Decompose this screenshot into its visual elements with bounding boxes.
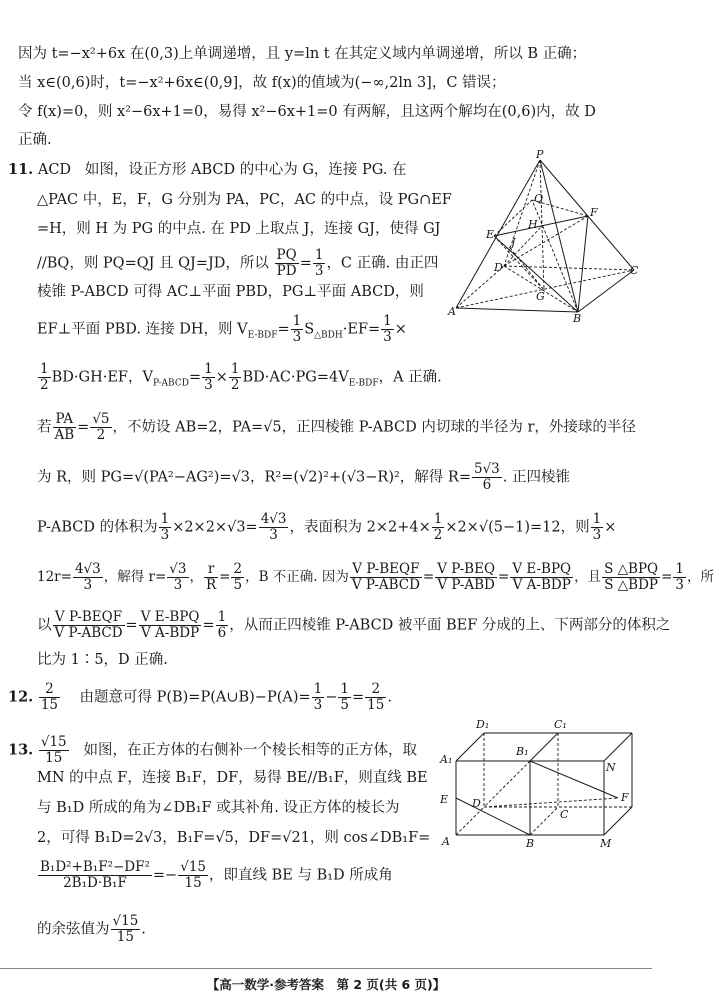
text-line: 令 f(x)=0，则 x²−6x+1=0，易得 x²−6x+1=0 有两解，且这两个解均在(0,6)内，故 D (18, 104, 596, 120)
text-line: 以 $\frac{\text{V P-BEQF}}{\text{V P-ABCD}}$ = $\frac{\text{V E-BPQ}}{\text{V A-BDP}}$ = $\frac{1}{6}$ ，从而正四棱锥 P-ABCD 被平面 BEF 分成的上、下两部分的体积之 (37, 609, 671, 641)
fraction (38, 860, 152, 891)
denominator: 2 (433, 527, 443, 543)
text-segment: EF⊥平面 PBD. 连接 DH，则 V (37, 321, 248, 338)
label-P: P (536, 148, 544, 161)
numerator: 1 (292, 313, 302, 329)
text-segment: ，B 不正确. 因为 (245, 569, 349, 585)
fraction (365, 682, 386, 713)
numerator: B₁D²+B₁F²−DF² (40, 859, 150, 875)
text-segment: ，且 (574, 569, 602, 585)
question-11-line (8, 160, 407, 180)
numerator: √15 (112, 913, 139, 929)
label-C: C (630, 264, 639, 277)
label-J: J (511, 236, 516, 249)
fraction (111, 914, 141, 945)
denominator: 15 (116, 929, 134, 945)
label-G: G (536, 290, 545, 303)
text-segment: ×2×2×√3= (172, 519, 258, 536)
denominator: 6 (217, 625, 227, 641)
numerator: 1 (675, 561, 685, 577)
fraction (432, 512, 445, 543)
text-line (37, 362, 442, 393)
numerator: r (204, 562, 218, 578)
denominator: 2 (40, 377, 49, 393)
fraction (202, 362, 215, 393)
subscript: P-ABCD (152, 378, 189, 389)
fraction (139, 610, 202, 641)
denominator: R (206, 577, 217, 593)
text-segment: ，即直线 BE 与 B₁D 所成角 (209, 867, 393, 884)
numerator: 1 (314, 247, 324, 263)
denominator: 3 (313, 697, 323, 713)
text-segment: ，不妨设 AB=2，PA=√5，正四棱锥 P-ABCD 内切球的半径为 r，外接球的半径 (112, 419, 636, 436)
denominator: 3 (83, 577, 93, 593)
denominator: V A-BDP (140, 625, 200, 641)
numerator: S △BPQ (604, 561, 659, 577)
denominator: 3 (675, 577, 685, 593)
text-line (37, 512, 616, 543)
text-line (37, 462, 570, 493)
denominator: 15 (367, 697, 385, 713)
label-F: F (590, 206, 598, 219)
text-line: 若 $\frac{PA}{AB}$ = $\frac{√5}{2}$ ，不妨设 AB=2，PA=√5，正四棱锥 P-ABCD 内切球的半径为 r，外接球的半径 (37, 411, 636, 443)
text-segment: = (188, 369, 202, 386)
text-segment: ·EF= (342, 321, 381, 338)
label-A1: A₁ (440, 753, 453, 766)
question-number: 13. (8, 741, 34, 759)
text-segment: 由题意可得 P(B)=P(A∪B)−P(A)= (79, 689, 311, 706)
text-line: 12r= $\frac{4√3}{3}$ ，解得 r= $\frac{√3}{3}$ ， $\frac{r}{R}$ = $\frac{2}{5}$ ，B 不正确. 因为 $\frac{\text{V P-BEQF}}{\text{V P-ABCD}}$ = $\frac{\text{V P-BEQ}}{\text{V P-ABD}}$ = $\frac{\text{V E-BPQ}}{\text{V A-BDP}}$ ，且 $\frac{\text{S △BPQ}}{\text{S △BDP}}$ = $\frac{1}{3}$ ，所 (37, 561, 714, 593)
denominator: PD (276, 263, 297, 279)
text-segment: × (394, 321, 407, 338)
fraction (510, 562, 573, 593)
text-line: △PAC 中，E，F，G 分别为 PA，PC，AC 的中点，设 PG∩EF (37, 192, 452, 208)
label-N: N (606, 761, 616, 774)
text-line: 因为 t=−x²+6x 在(0,3)上单调递增，且 y=ln t 在其定义域内单调递增，所以 B 正确； (18, 46, 587, 62)
numerator: 5√3 (473, 461, 500, 477)
fraction (73, 562, 103, 593)
text-line (37, 860, 393, 891)
denominator: V P-ABCD (54, 625, 123, 641)
text-segment: ，C 正确. 由正四 (326, 255, 439, 272)
text-line: MN 的中点 F，连接 B₁F，DF，易得 BE//B₁F，则直线 BE (37, 770, 428, 786)
label-A: A (448, 305, 456, 318)
denominator: 15 (45, 750, 63, 766)
answer-key: ACD (37, 162, 72, 178)
numerator: 2 (233, 561, 243, 577)
numerator: √15 (180, 859, 206, 875)
fraction (435, 562, 497, 593)
label-B: B (573, 312, 582, 325)
text-line: 比为 1∶5，D 正确. (37, 652, 168, 668)
denominator: 15 (184, 875, 202, 891)
text-line: 正确. (18, 132, 52, 148)
fraction (216, 610, 229, 641)
question-12-line: 12. $\frac{2}{15}$ 由题意可得 P(B)=P(A∪B)−P(A)= $\frac{1}{3}$ − $\frac{1}{5}$ = $\frac{2}{15}$ . (8, 681, 392, 713)
footer-rule (0, 968, 652, 969)
text-segment: × (604, 519, 617, 536)
label-Q: Q (534, 192, 544, 205)
fraction (38, 362, 51, 393)
label-D: D (494, 261, 503, 274)
text-line: 棱锥 P-ABCD 可得 AC⊥平面 PBD，PG⊥平面 ABCD，则 (37, 284, 424, 300)
text-segment: ，所 (687, 569, 714, 585)
fraction (229, 362, 242, 393)
text-segment: 以 (37, 617, 52, 634)
label-A: A (442, 835, 450, 848)
text-segment: 如图，设正方形 ABCD 的中心为 G，连接 PG. 在 (84, 162, 407, 178)
fraction (381, 314, 394, 345)
denominator: 3 (592, 527, 602, 543)
numerator: 4√3 (260, 511, 287, 527)
label-B1: B₁ (516, 745, 529, 758)
denominator: 3 (292, 329, 302, 345)
numerator: V P-BEQ (437, 561, 496, 577)
numerator: √5 (92, 411, 110, 427)
fraction (673, 562, 686, 593)
page-footer (0, 975, 652, 993)
numerator: PA (53, 412, 77, 428)
fraction (259, 512, 289, 543)
denominator: AB (54, 427, 75, 443)
numerator: 1 (230, 361, 240, 377)
text-segment: ×2×√(5−1)=12，则 (445, 519, 590, 536)
denominator: V A-BDP (512, 577, 571, 593)
denominator: 2 (230, 377, 240, 393)
question-number: 11. (8, 161, 34, 178)
text-line: //BQ，则 PQ=QJ 且 QJ=JD，所以 $\frac{PQ}{PD}$ = $\frac{1}{3}$ ，C 正确. 由正四 (37, 247, 439, 279)
numerator: 1 (433, 511, 443, 527)
numerator: 1 (592, 511, 602, 527)
numerator: 1 (383, 313, 392, 329)
fraction (275, 248, 299, 279)
text-segment: . 正四棱锥 (502, 469, 570, 486)
fraction (313, 248, 326, 279)
question-number: 12. (8, 688, 34, 706)
denominator: 2 (96, 427, 106, 443)
subscript: △BDH (314, 330, 343, 341)
text-segment: ，表面积为 2×2+4× (289, 519, 431, 536)
numerator: 4√3 (74, 561, 101, 577)
fraction (231, 562, 244, 593)
fraction (159, 512, 172, 543)
text-line: 2，可得 B₁D=2√3，B₁F=√5，DF=√21，则 cos∠DB₁F= (37, 830, 431, 846)
fraction (350, 562, 422, 593)
text-segment: 的余弦值为 (37, 921, 110, 938)
label-H: H (528, 218, 538, 231)
fraction (53, 412, 77, 443)
text-segment: P-ABCD 的体积为 (37, 519, 158, 536)
text-segment: 如图，在正方体的右侧补一个棱长相等的正方体，取 (83, 742, 417, 759)
text-segment: BD·GH·EF，V (51, 369, 153, 386)
label-E: E (486, 228, 495, 241)
answer-fraction (39, 735, 69, 766)
subscript: E-BDF (247, 330, 278, 341)
denominator: 15 (40, 697, 59, 713)
fraction (472, 462, 502, 493)
denominator: S △BDP (604, 577, 658, 593)
text-segment: ，从而正四棱锥 P-ABCD 被平面 BEF 分成的上、下两部分的体积之 (229, 617, 671, 634)
numerator: 1 (40, 361, 49, 377)
text-line: 当 x∈(0,6)时，t=−x²+6x∈(0,9]，故 f(x)的值域为(−∞,2ln 3]，C 错误； (18, 75, 506, 91)
label-E: E (440, 793, 449, 806)
text-segment: . (141, 921, 146, 938)
text-line: 与 B₁D 所成的角为∠DB₁F 或其补角. 设正方体的棱长为 (37, 800, 400, 816)
fraction (90, 412, 111, 443)
numerator: V P-BEQF (53, 610, 125, 626)
denominator: 3 (314, 263, 324, 279)
text-segment: × (215, 369, 228, 386)
denominator: 3 (173, 577, 183, 593)
text-segment: . (387, 689, 392, 706)
fraction (591, 512, 604, 543)
text-segment: ， (189, 569, 203, 585)
text-segment: 为 R，则 PG=√(PA²−AG²)=√3，R²=(√2)²+(√3−R)²，解得 R= (37, 469, 471, 486)
subscript: E-BDF (348, 378, 379, 389)
fraction (204, 562, 218, 593)
text-segment: ，A 正确. (378, 369, 442, 386)
label-C: C (560, 808, 569, 821)
fraction (338, 682, 351, 713)
text-segment: //BQ，则 PQ=QJ 且 QJ=JD，所以 (37, 255, 269, 272)
label-D1: D₁ (476, 718, 490, 731)
numerator: 1 (160, 511, 170, 527)
numerator: 1 (204, 361, 213, 377)
fraction (53, 610, 125, 641)
text-segment: 若 (37, 419, 52, 436)
label-B: B (526, 837, 535, 850)
numerator: 2 (39, 682, 60, 698)
numerator: 1 (340, 681, 349, 697)
question-13-line (8, 735, 417, 766)
fraction (178, 860, 208, 891)
numerator: √15 (40, 734, 67, 750)
text-segment: =− (152, 867, 178, 884)
text-segment: ，解得 r= (103, 569, 167, 585)
denominator: 3 (383, 329, 392, 345)
label-D: D (472, 797, 481, 810)
text-segment: S (304, 321, 315, 338)
numerator: V E-BPQ (512, 561, 572, 577)
fraction (167, 562, 188, 593)
numerator: 1 (217, 609, 227, 625)
denominator: V P-ABD (437, 577, 495, 593)
label-C1: C₁ (554, 718, 567, 731)
text-segment: = (277, 321, 290, 338)
denominator: 2B₁D·B₁F (63, 875, 127, 891)
fraction (602, 562, 660, 593)
denominator: 3 (269, 527, 278, 543)
numerator: 2 (365, 682, 386, 698)
numerator: √3 (169, 561, 187, 577)
double-cube-figure (436, 715, 646, 851)
text-line (37, 314, 407, 345)
footer-text: 【高一数学·参考答案 第 2 页(共 6 页)】 (206, 977, 446, 992)
numerator: V P-BEQF (350, 562, 422, 578)
text-line: =H，则 H 为 PG 的中点. 在 PD 上取点 J，连接 GJ，使得 GJ (37, 221, 441, 237)
denominator: 6 (482, 477, 492, 493)
answer-fraction (39, 682, 60, 713)
fraction (291, 314, 304, 345)
numerator: V E-BPQ (140, 609, 200, 625)
denominator: 5 (233, 577, 243, 593)
pyramid-figure (448, 148, 644, 325)
label-M: M (600, 837, 612, 850)
label-F: F (621, 791, 629, 804)
denominator: 3 (160, 527, 170, 543)
denominator: 5 (340, 697, 349, 713)
text-line (37, 914, 146, 945)
denominator: V P-ABCD (351, 577, 420, 593)
numerator: 1 (313, 681, 323, 697)
text-segment: BD·AC·PG=4V (242, 369, 349, 386)
text-segment: 12r= (37, 569, 72, 585)
numerator: PQ (276, 247, 297, 263)
denominator: 3 (204, 377, 213, 393)
fraction (312, 682, 325, 713)
